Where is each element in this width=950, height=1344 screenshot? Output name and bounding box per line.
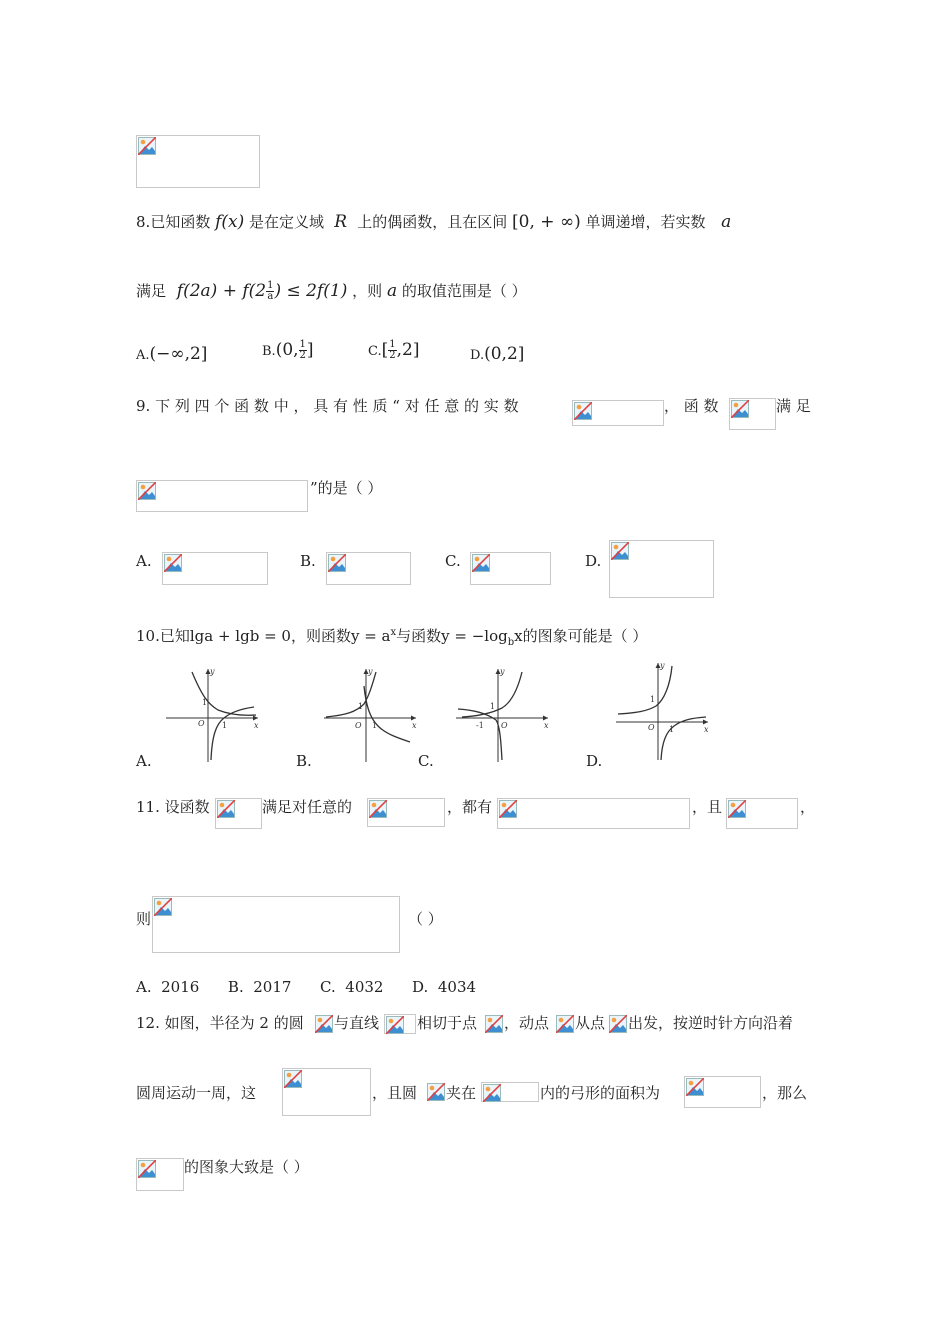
broken-image [367,798,445,827]
q9-option-a-label[interactable]: A. [136,552,152,570]
broken-image-icon [472,554,490,572]
option-label: D. [470,348,485,363]
q8-a: a [721,212,732,232]
q11-text: 满足对任意的 [262,798,353,816]
tick-label: 1 [372,721,378,730]
q9-option-d-label[interactable]: D. [585,552,602,570]
axis-label: x [412,721,417,730]
q8-domain: R [334,212,348,232]
option-label: C. [368,344,382,359]
q10-subscript: b [507,637,515,648]
origin-label: O [355,721,362,730]
origin-label: O [198,719,205,728]
tick-label: 1 [669,725,675,734]
q8-text: 是在定义域 [249,213,325,231]
q8-line2 [136,266,527,316]
q9-option-d-image[interactable] [609,540,714,598]
tick-label: 1 [490,702,496,711]
q8-fx: f(x) [215,212,245,232]
q8-option-c[interactable] [368,332,420,370]
q8-option-a[interactable] [136,340,207,370]
broken-image [726,798,798,829]
q10-number: 10. [136,627,160,645]
axis-label: x [254,721,259,730]
broken-image [136,135,260,188]
axis-label: y [660,661,665,670]
q10-text-part: 与函数y = −log [396,627,508,645]
q11-text: ，且 [692,798,723,816]
broken-image-icon [483,1084,501,1102]
broken-image-icon [499,800,517,818]
q8-interval: [0, + ∞) [512,212,581,232]
axis-label: x [704,725,709,734]
q11-text: 11. 设函数 [136,798,210,816]
q12-text: ，且圆 [372,1084,418,1102]
q9-option-b-label[interactable]: B. [300,552,316,570]
broken-image-icon [138,1160,156,1178]
broken-image-icon [611,542,629,560]
tick-label: 1 [358,702,364,711]
q10-graph-a [162,666,262,766]
broken-image [729,398,776,430]
q10-text [136,622,647,654]
broken-image [684,1076,761,1108]
q12-text: 出发，按逆时针方向沿着 [628,1014,794,1032]
q10-graph-d [612,660,712,764]
option-value: [ $\frac{1}{2}$ ,2] [381,339,420,361]
q8-option-d[interactable] [470,340,524,370]
q8-number: 8. [136,213,151,231]
broken-image [282,1068,371,1116]
q8-inequality: f(2a) + f(2 $\frac{1}{a}$ ) ≤ 2f(1) [176,280,348,302]
q11-options[interactable]: A. 2016 B. 2017 C. 4032 D. 4034 [136,978,477,996]
option-value: (0,2] [484,344,525,364]
q12-text: 的图象大致是（ ） [184,1158,309,1176]
q8-line1 [136,208,731,236]
broken-image-icon [728,800,746,818]
broken-image [314,1014,334,1034]
option-label: B. [262,344,276,359]
broken-image [426,1082,446,1102]
q8-option-b[interactable] [262,332,314,370]
broken-image-icon [686,1078,704,1096]
q12-text: ，动点 [504,1014,550,1032]
q9-line1c: 满 足 [776,397,811,415]
broken-image-icon [386,1016,404,1034]
broken-image [497,798,690,829]
axis-label: y [368,667,373,676]
broken-image-icon [164,554,182,572]
broken-image [555,1014,575,1034]
broken-image [608,1014,628,1034]
q10-text-part: x的图象可能是（ ） [514,627,648,645]
q8-text: ，则 [352,282,383,300]
tick-label: -1 [476,721,484,730]
tick-label: 1 [650,695,656,704]
q10-graph-b [320,666,420,766]
broken-image [136,1158,184,1191]
option-value: (−∞,2] [149,344,208,364]
broken-image [152,896,400,953]
q10-graph-c [452,666,552,766]
broken-image-icon [315,1015,333,1033]
broken-image-icon [609,1015,627,1033]
option-label: A. [136,348,150,363]
q10-text-part: 已知lga + lgb = 0，则函数y = a [159,627,391,645]
q8-text: 满足 [136,282,167,300]
broken-image-icon [556,1015,574,1033]
q12-text: 内的弓形的面积为 [540,1084,661,1102]
broken-image [215,798,262,829]
q12-text: 夹在 [446,1084,477,1102]
q11-text: 则 [136,910,152,928]
q11-text: ， [800,798,816,816]
tick-label: 1 [222,721,228,730]
broken-image [572,400,664,426]
q10-option-b-label[interactable]: B. [296,752,312,770]
q11-text: ，都有 [447,798,493,816]
q10-option-c-label[interactable]: C. [418,752,434,770]
q12-text: 相切于点 [417,1014,478,1032]
q10-option-d-label[interactable]: D. [586,752,603,770]
q9-option-c-label[interactable]: C. [445,552,461,570]
broken-image [384,1014,416,1034]
broken-image [481,1082,539,1102]
q12-text: 圆周运动一周，这 [136,1084,257,1102]
axis-label: y [500,667,505,676]
q8-text: 已知函数 [150,213,211,231]
q12-text: 与直线 [334,1014,380,1032]
broken-image-icon [574,402,592,420]
q10-option-a-label[interactable]: A. [136,752,152,770]
broken-image-icon [138,482,156,500]
option-value: (0, $\frac{1}{2}$ ] [275,339,314,361]
q11-text: （ ） [408,910,443,928]
q9-option-b-image[interactable] [326,552,411,585]
q8-a: a [386,281,398,301]
broken-image-icon [731,400,749,418]
q9-line2: ”的是（ ） [310,479,383,497]
origin-label: O [648,723,655,732]
broken-image-icon [328,554,346,572]
q12-text: 从点 [575,1014,606,1032]
broken-image-icon [284,1070,302,1088]
q9-option-c-image[interactable] [470,552,551,585]
q9-option-a-image[interactable] [162,552,268,585]
broken-image-icon [154,898,172,916]
q12-text: 12. 如图，半径为 2 的圆 [136,1014,304,1032]
origin-label: O [501,721,508,730]
axis-label: y [210,667,215,676]
q8-text: 的取值范围是（ ） [401,282,527,300]
broken-image [484,1014,504,1034]
q9-line1b: ， 函 数 [664,397,719,415]
q10-superscript: x [390,627,397,638]
tick-label: 1 [202,698,208,707]
broken-image [136,480,308,512]
broken-image-icon [138,137,156,155]
q8-text: 上的偶函数，且在区间 [357,213,508,231]
broken-image-icon [369,800,387,818]
q9-line1a: 9. 下 列 四 个 函 数 中 ， 具 有 性 质 “ 对 任 意 的 实 数 [136,397,519,415]
q12-text: ，那么 [762,1084,808,1102]
q8-text: 单调递增，若实数 [585,213,706,231]
broken-image-icon [217,800,235,818]
broken-image-icon [427,1083,445,1101]
broken-image-icon [485,1015,503,1033]
axis-label: x [544,721,549,730]
